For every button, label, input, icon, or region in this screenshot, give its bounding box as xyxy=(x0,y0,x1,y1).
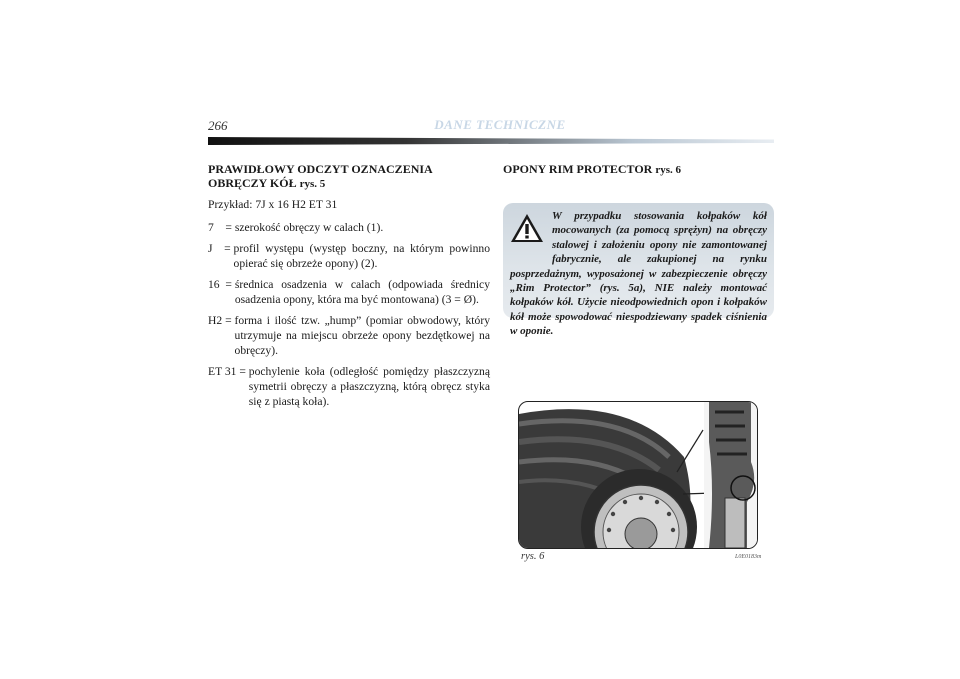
figure-code: L0E0183m xyxy=(735,554,762,560)
warning-text: W przypadku stosowania kołpaków kół mocowanych (za pomocą sprężyn) na obręczy stalowej i założeniu opony nie zamontowanej fabrycznie, ale zakupionej na rynku posprzedażnym, wyposażonej w zabezpieczenie obręczy „Rim Protector” (rys. 5a), NIE należy montować kołpaków kół. Użycie nieodpowiednich opon i kołpaków kół może spowodować niespodziewany spadek ciśnienia w oponie. xyxy=(510,210,767,338)
definition-text: średnica osadzenia w calach (odpowiada średnicy osadzenia opony, która ma być montowana) (3 = Ø). xyxy=(234,278,490,306)
left-column xyxy=(208,162,490,415)
definition-key: ET 31 = xyxy=(208,365,249,378)
definition-row xyxy=(208,241,490,271)
definition-text: pochylenie koła (odległość pomiędzy płaszczyzną symetrii obręczy a płaszczyzną, którą obręcz styka się z piastą koła). xyxy=(248,365,490,408)
definition-key: 16 = xyxy=(208,278,235,291)
right-heading-ref: rys. 6 xyxy=(655,164,682,176)
definition-key: J = xyxy=(208,242,234,255)
page-number: 266 xyxy=(208,118,228,133)
definition-text: szerokość obręczy w calach (1). xyxy=(234,221,384,234)
right-heading xyxy=(503,162,774,177)
definition-row xyxy=(208,220,490,235)
left-heading-text: PRAWIDŁOWY ODCZYT OZNACZENIA OBRĘCZY KÓŁ xyxy=(208,162,433,190)
definition-row xyxy=(208,313,490,358)
tire-illustration xyxy=(519,402,757,548)
warning-text-block xyxy=(510,209,767,339)
running-head: DANE TECHNICZNE xyxy=(434,117,566,132)
figure-caption: rys. 6 xyxy=(521,551,545,562)
definition-text: profil występu (występ boczny, na którym powinno opierać się obrzeże opony) (2). xyxy=(233,242,490,270)
definition-key: H2 = xyxy=(208,314,235,327)
right-column xyxy=(503,162,774,183)
right-heading-text: OPONY RIM PROTECTOR xyxy=(503,162,653,176)
left-heading-ref: rys. 5 xyxy=(299,178,326,190)
definition-row xyxy=(208,364,490,409)
left-heading xyxy=(208,162,490,191)
definition-row xyxy=(208,277,490,307)
definition-key: 7 = xyxy=(208,221,235,234)
example-line: Przykład: 7J x 16 H2 ET 31 xyxy=(208,198,338,211)
definition-text: forma i ilość tzw. „hump” (pomiar obwodowy, który utrzymuje na miejscu obrzeże opony bezdętkowej na obręczy). xyxy=(234,314,490,357)
definition-list xyxy=(208,220,490,409)
tire-figure xyxy=(518,401,758,549)
header-rule xyxy=(208,137,774,145)
warning-box xyxy=(503,203,774,338)
